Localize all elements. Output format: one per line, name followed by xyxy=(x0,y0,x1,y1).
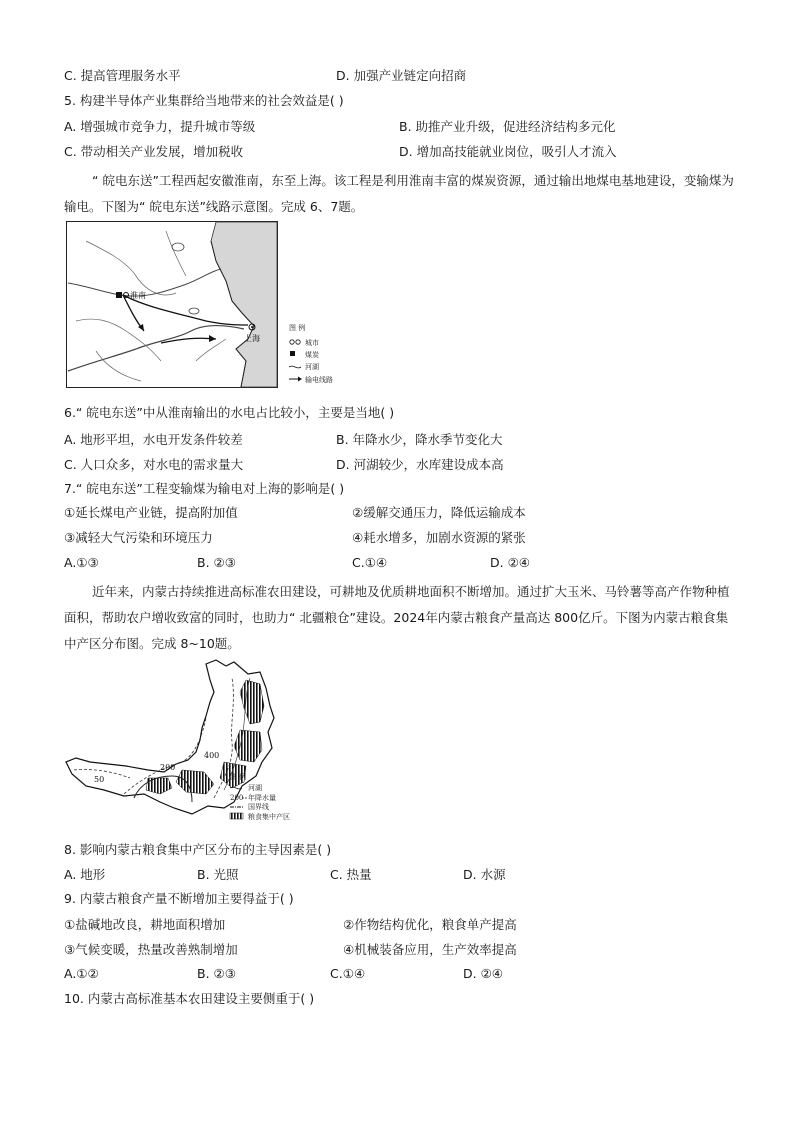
q6-option-c: C. 人口众多，对水电的需求量大 xyxy=(64,457,244,472)
q8-option-b: B. 光照 xyxy=(197,867,239,882)
q9-statement-1: ①盐碱地改良，耕地面积增加 xyxy=(64,917,226,932)
q5-option-d: D. 增加高技能就业岗位，吸引人才流入 xyxy=(399,144,617,159)
q7-option-d: D. ②④ xyxy=(490,555,530,570)
label-shanghai: 上海 xyxy=(244,334,260,343)
q9-option-c: C.①④ xyxy=(330,966,366,981)
q9-option-a: A.①② xyxy=(64,966,99,981)
q10-stem: 10. 内蒙古高标准基本农田建设主要侧重于( ) xyxy=(64,991,315,1006)
q7-statement-4: ④耗水增多，加剧水资源的紧张 xyxy=(352,530,526,545)
legend2-river-icon xyxy=(230,787,242,789)
q4-option-c: C. 提高管理服务水平 xyxy=(64,68,181,83)
q8-option-a: A. 地形 xyxy=(64,867,106,882)
q9-statement-3: ③气候变暖，热量改善熟制增加 xyxy=(64,942,238,957)
coal-symbol xyxy=(116,292,122,298)
q7-statement-2: ②缓解交通压力，降低运输成本 xyxy=(352,505,526,520)
q9-statement-2: ②作物结构优化，粮食单产提高 xyxy=(343,917,517,932)
map2-legend xyxy=(228,771,312,826)
q8-stem: 8. 影响内蒙古粮食集中产区分布的主导因素是( ) xyxy=(64,842,332,857)
q8-option-d: D. 水源 xyxy=(463,867,506,882)
q7-statement-1: ①延长煤电产业链，提高附加值 xyxy=(64,505,238,520)
q5-stem: 5. 构建半导体产业集群给当地带来的社会效益是( ) xyxy=(64,93,344,108)
passage-wandian: “ 皖电东送”工程西起安徽淮南，东至上海。该工程是利用淮南丰富的煤炭资源，通过输出地煤电基地建设，变输煤为输电。下图为“ 皖电东送”线路示意图。完成 6、7题。 xyxy=(64,173,734,214)
q9-option-b: B. ②③ xyxy=(197,966,236,981)
legend-river: 河湖 xyxy=(305,363,319,371)
legend-river-icon xyxy=(289,366,301,368)
legend2-isohyet-value: 200 xyxy=(230,794,244,802)
q7-option-a: A.①③ xyxy=(64,555,99,570)
legend2-isohyet: 年降水量 xyxy=(248,794,276,802)
q6-option-d: D. 河湖较少，水库建设成本高 xyxy=(336,457,504,472)
q4-option-d: D. 加强产业链定向招商 xyxy=(336,68,467,83)
label-isohyet-400: 400 xyxy=(204,751,220,760)
legend2-grain-icon xyxy=(230,813,243,819)
legend2-grain: 粮食集中产区 xyxy=(248,813,290,821)
legend-coal: 煤炭 xyxy=(305,351,319,359)
q7-option-b: B. ②③ xyxy=(197,555,236,570)
q6-option-a: A. 地形平坦，水电开发条件较差 xyxy=(64,432,243,447)
q6-option-b: B. 年降水少，降水季节变化大 xyxy=(336,432,503,447)
q9-option-d: D. ②④ xyxy=(463,966,503,981)
map-wandian-dongsong xyxy=(66,221,278,391)
q5-option-c: C. 带动相关产业发展，增加税收 xyxy=(64,144,244,159)
label-isohyet-50: 50 xyxy=(94,775,105,784)
q7-stem: 7.“ 皖电东送”工程变输煤为输电对上海的影响是( ) xyxy=(64,481,345,496)
legend-city: 城市 xyxy=(305,339,319,347)
q8-option-c: C. 热量 xyxy=(330,867,372,882)
legend2-border: 国界线 xyxy=(248,803,269,811)
q5-option-b: B. 助推产业升级，促进经济结构多元化 xyxy=(399,119,616,134)
legend-city-icon xyxy=(290,340,294,344)
passage-neimenggu: 近年来，内蒙古持续推进高标准农田建设，可耕地及优质耕地面积不断增加。通过扩大玉米、马铃薯等高产作物种植面积，帮助农户增收致富的同时，也助力“ 北疆粮仓”建设。2024年内蒙古粮食产量高达 800亿斤。下图为内蒙古粮食集中产区分布图。完成 8~10题。 xyxy=(64,584,730,651)
map1-legend xyxy=(287,321,357,390)
label-isohyet-200: 200 xyxy=(160,763,176,772)
legend-line: 输电线路 xyxy=(305,376,333,384)
legend-coal-icon xyxy=(290,351,295,356)
legend2-river: 河湖 xyxy=(248,784,262,792)
q7-option-c: C.①④ xyxy=(352,555,388,570)
q7-statement-3: ③减轻大气污染和环境压力 xyxy=(64,530,213,545)
legend2-title: 图 例 xyxy=(230,773,247,781)
label-huainan: 淮南 xyxy=(130,291,146,300)
q5-option-a: A. 增强城市竞争力，提升城市等级 xyxy=(64,119,256,134)
q9-stem: 9. 内蒙古粮食产量不断增加主要得益于( ) xyxy=(64,891,294,906)
legend-title: 图 例 xyxy=(289,324,306,332)
q6-stem: 6.“ 皖电东送”中从淮南输出的水电占比较小，主要是当地( ) xyxy=(64,405,395,420)
q9-statement-4: ④机械装备应用，生产效率提高 xyxy=(343,942,517,957)
